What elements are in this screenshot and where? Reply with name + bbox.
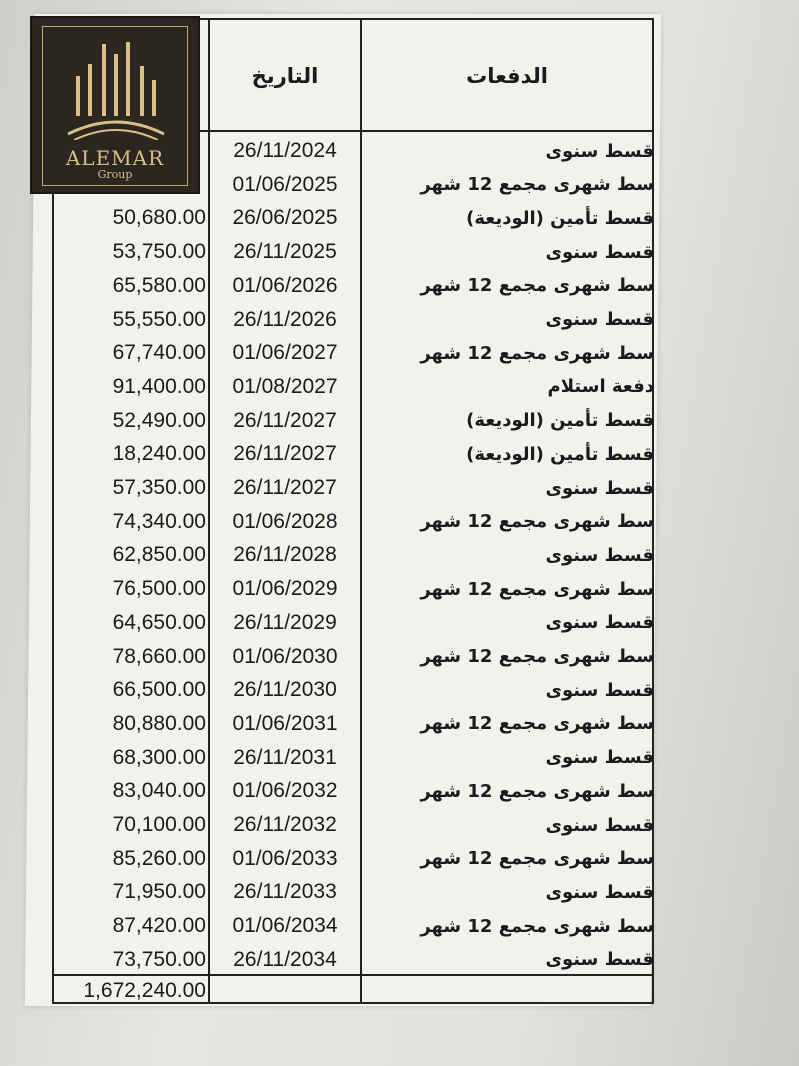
date-cell: 01/08/2027 bbox=[232, 374, 338, 398]
table-row bbox=[54, 707, 652, 741]
logo-name: ALEMAR bbox=[65, 146, 165, 170]
payment-type-cell: قسط تأمين (الوديعة) bbox=[466, 443, 654, 465]
amount-cell: 67,740.00 bbox=[112, 341, 206, 365]
date-cell: 26/11/2034 bbox=[233, 947, 337, 971]
table-row bbox=[54, 201, 652, 235]
table-row bbox=[54, 269, 652, 303]
amount-cell: 78,660.00 bbox=[112, 644, 206, 668]
table-row bbox=[54, 235, 652, 269]
alemar-logo bbox=[30, 16, 200, 194]
amount-cell: 55,550.00 bbox=[112, 307, 206, 331]
table-row bbox=[54, 808, 652, 842]
table-row bbox=[54, 370, 652, 404]
table-row bbox=[54, 336, 652, 370]
date-cell: 01/06/2029 bbox=[232, 577, 338, 601]
amount-cell: 85,260.00 bbox=[112, 846, 206, 870]
table-row bbox=[54, 909, 652, 943]
table-row bbox=[54, 606, 652, 640]
table-row bbox=[54, 538, 652, 572]
date-cell: 26/11/2030 bbox=[233, 678, 337, 702]
table-row bbox=[54, 303, 652, 337]
amount-cell: 74,340.00 bbox=[112, 509, 206, 533]
table-row bbox=[54, 774, 652, 808]
payment-type-cell: قسط سنوى bbox=[545, 612, 654, 634]
date-cell: 26/06/2025 bbox=[232, 206, 338, 230]
amount-cell: 50,680.00 bbox=[112, 206, 206, 230]
logo-subtitle: Group bbox=[97, 168, 133, 181]
date-cell: 26/11/2027 bbox=[233, 442, 337, 466]
date-cell: 01/06/2026 bbox=[232, 273, 338, 297]
amount-cell: 57,350.00 bbox=[112, 476, 206, 499]
payment-type-cell: قسط سنوى bbox=[545, 747, 654, 769]
table-row bbox=[54, 505, 652, 539]
payment-type-cell: سط شهرى مجمع 12 شهر bbox=[420, 713, 654, 735]
table-row bbox=[54, 741, 652, 775]
table-row bbox=[54, 640, 652, 674]
payment-type-cell: قسط سنوى bbox=[545, 477, 654, 499]
table-row bbox=[54, 943, 652, 977]
date-cell: 26/11/2032 bbox=[233, 813, 337, 836]
payment-type-cell: قسط سنوى bbox=[545, 544, 654, 566]
date-cell: 26/11/2031 bbox=[233, 745, 337, 769]
payment-type-cell: قسط سنوى bbox=[545, 241, 654, 263]
building-icon bbox=[66, 36, 166, 140]
date-cell: 01/06/2027 bbox=[232, 341, 338, 365]
header-payments: الدفعات bbox=[466, 64, 548, 88]
payment-type-cell: سط شهرى مجمع 12 شهر bbox=[420, 915, 654, 937]
amount-cell: 68,300.00 bbox=[112, 745, 206, 769]
payment-type-cell: سط شهرى مجمع 12 شهر bbox=[420, 174, 654, 196]
table-row bbox=[54, 471, 652, 505]
date-cell: 01/06/2032 bbox=[232, 779, 338, 803]
payment-type-cell: قسط سنوى bbox=[545, 309, 654, 330]
payment-type-cell: قسط تأمين (الوديعة) bbox=[466, 207, 654, 229]
header-date: التاريخ bbox=[251, 64, 319, 88]
payment-type-cell: سط شهرى مجمع 12 شهر bbox=[420, 342, 654, 364]
payment-type-cell: قسط سنوى bbox=[545, 814, 654, 836]
payment-type-cell: سط شهرى مجمع 12 شهر bbox=[420, 511, 654, 533]
amount-cell: 53,750.00 bbox=[112, 240, 206, 264]
payment-type-cell: سط شهرى مجمع 12 شهر bbox=[420, 275, 654, 297]
payment-type-cell: سط شهرى مجمع 12 شهر bbox=[420, 780, 654, 802]
payment-type-cell: قسط سنوى bbox=[545, 140, 654, 162]
amount-cell: 87,420.00 bbox=[112, 914, 206, 938]
payment-type-cell: قسط سنوى bbox=[545, 949, 654, 971]
amount-cell: 65,580.00 bbox=[112, 273, 206, 297]
date-cell: 01/06/2025 bbox=[232, 172, 338, 196]
amount-cell: 73,750.00 bbox=[112, 947, 206, 971]
date-cell: 26/11/2025 bbox=[233, 240, 337, 264]
date-cell: 26/11/2026 bbox=[233, 307, 337, 331]
payment-type-cell: قسط سنوى bbox=[545, 881, 654, 903]
payment-type-cell: قسط تأمين (الوديعة) bbox=[466, 410, 654, 432]
total-amount: 1,672,240.00 bbox=[83, 979, 206, 1002]
amount-cell: 70,100.00 bbox=[112, 813, 206, 836]
amount-cell: 64,650.00 bbox=[112, 610, 206, 634]
amount-cell: 62,850.00 bbox=[112, 543, 206, 567]
date-cell: 26/11/2027 bbox=[233, 408, 337, 432]
payment-type-cell: سط شهرى مجمع 12 شهر bbox=[420, 646, 654, 667]
date-cell: 01/06/2034 bbox=[232, 914, 338, 938]
table-row bbox=[54, 842, 652, 876]
amount-cell: 76,500.00 bbox=[112, 577, 206, 601]
total-row bbox=[54, 978, 652, 1004]
date-cell: 01/06/2033 bbox=[232, 846, 338, 870]
date-cell: 01/06/2028 bbox=[232, 509, 338, 533]
date-cell: 26/11/2029 bbox=[233, 610, 337, 634]
amount-cell: 66,500.00 bbox=[112, 678, 206, 702]
amount-cell: 83,040.00 bbox=[112, 779, 206, 803]
payment-type-cell: دفعة استلام bbox=[547, 376, 654, 398]
payment-type-cell: سط شهرى مجمع 12 شهر bbox=[420, 578, 654, 600]
payment-type-cell: قسط سنوى bbox=[545, 679, 654, 701]
amount-cell: 52,490.00 bbox=[112, 408, 206, 432]
amount-cell: 80,880.00 bbox=[112, 711, 206, 735]
table-row bbox=[54, 673, 652, 707]
amount-cell: 71,950.00 bbox=[112, 880, 206, 904]
date-cell: 26/11/2024 bbox=[233, 139, 337, 162]
date-cell: 26/11/2027 bbox=[233, 476, 337, 499]
amount-cell: 18,240.00 bbox=[112, 442, 206, 466]
table-row bbox=[54, 437, 652, 471]
date-cell: 01/06/2030 bbox=[232, 644, 338, 668]
date-cell: 01/06/2031 bbox=[232, 711, 338, 735]
amount-cell: 91,400.00 bbox=[112, 374, 206, 398]
date-cell: 26/11/2028 bbox=[233, 543, 337, 567]
table-row bbox=[54, 875, 652, 909]
table-row bbox=[54, 572, 652, 606]
date-cell: 26/11/2033 bbox=[233, 880, 337, 904]
payment-type-cell: سط شهرى مجمع 12 شهر bbox=[420, 848, 654, 870]
table-row bbox=[54, 404, 652, 438]
